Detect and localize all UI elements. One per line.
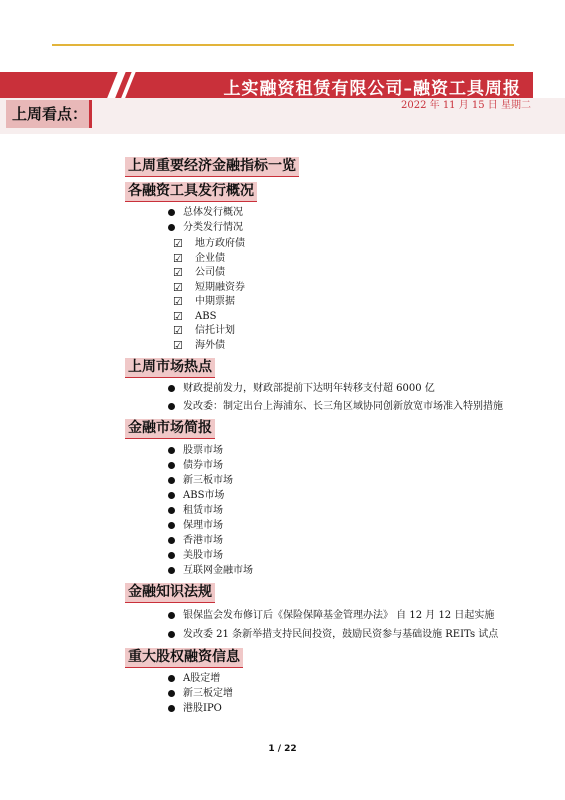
list-item: ☑ 地方政府债 <box>173 237 245 250</box>
section-hot-topics <box>125 356 525 414</box>
bullet-icon <box>168 567 175 574</box>
bullet-icon <box>168 552 175 559</box>
header-rule <box>52 44 514 46</box>
list-item: 银保监会发布修订后《保险保障基金管理办法》 自 12 月 12 日起实施 <box>125 608 525 623</box>
list-item: 发改委：制定出台上海浦东、长三角区域协同创新放宽市场准入特别措施 <box>125 399 525 414</box>
section-title: 金融知识法规 <box>125 583 215 603</box>
list-item: 分类发行情况 <box>125 220 525 235</box>
title-banner <box>0 72 533 98</box>
list-item: 财政提前发力，财政部提前下达明年转移支付超 6000 亿 <box>125 381 525 396</box>
report-date: 2022 年 11 月 15 日 星期二 <box>401 100 531 111</box>
bullet-icon <box>168 403 175 410</box>
section-title: 上周重要经济金融指标一览 <box>125 157 299 177</box>
list-item: ABS市场 <box>125 488 525 503</box>
checkbox-icon: ☑ <box>173 266 183 279</box>
checkbox-icon: ☑ <box>173 251 183 265</box>
bullet-icon <box>168 492 175 499</box>
list-item: ☑ 信托计划 <box>173 324 235 337</box>
list-item: 港股IPO <box>125 701 525 716</box>
list-item: ☑ 中期票据 <box>173 295 235 308</box>
list-item: 发改委 21 条新举措支持民间投资，鼓励民资参与基础设施 REITs 试点 <box>125 627 525 642</box>
section-title: 上周市场热点 <box>125 358 215 378</box>
section-market-brief <box>125 417 525 578</box>
list-item: 租赁市场 <box>125 503 525 518</box>
list-item: ☑ 企业债 <box>173 251 225 265</box>
bullet-icon <box>168 537 175 544</box>
report-title: 上实融资租赁有限公司–融资工具周报 <box>223 79 521 98</box>
table-of-contents <box>125 155 525 719</box>
bullet-icon <box>168 612 175 619</box>
list-item: 新三板市场 <box>125 473 525 488</box>
weekly-highlights-label: 上周看点： <box>6 100 92 128</box>
section-title: 各融资工具发行概况 <box>125 182 257 202</box>
list-item: A股定增 <box>125 671 525 686</box>
bullet-icon <box>168 477 175 484</box>
bullet-icon <box>168 631 175 638</box>
checkbox-icon: ☑ <box>173 295 183 308</box>
section-indicators <box>125 155 525 177</box>
bullet-icon <box>168 690 175 697</box>
section-issuance <box>125 180 525 353</box>
page-number: 1 / 22 <box>268 744 297 754</box>
bullet-icon <box>168 224 175 231</box>
checkbox-icon: ☑ <box>173 280 183 294</box>
list-item: ☑ ABS <box>173 309 217 323</box>
list-item: ☑ 短期融资券 <box>173 280 245 294</box>
bullet-icon <box>168 462 175 469</box>
bullet-icon <box>168 209 175 216</box>
bullet-icon <box>168 522 175 529</box>
checkbox-icon: ☑ <box>173 237 183 250</box>
list-item: 总体发行概况 <box>125 205 525 220</box>
list-item: 互联网金融市场 <box>125 563 525 578</box>
checkbox-icon: ☑ <box>173 324 183 337</box>
section-title: 重大股权融资信息 <box>125 648 243 668</box>
list-item: 保理市场 <box>125 518 525 533</box>
list-item: 债券市场 <box>125 458 525 473</box>
checkbox-icon: ☑ <box>173 309 183 323</box>
section-regulations <box>125 581 525 642</box>
section-title: 金融市场简报 <box>125 419 215 439</box>
list-item: ☑ 公司债 <box>173 266 225 279</box>
list-item: ☑ 海外债 <box>173 338 225 352</box>
list-item: 股票市场 <box>125 443 525 458</box>
checkbox-icon: ☑ <box>173 338 183 352</box>
list-item: 新三板定增 <box>125 686 525 701</box>
bullet-icon <box>168 385 175 392</box>
bullet-icon <box>168 507 175 514</box>
list-item: 美股市场 <box>125 548 525 563</box>
bullet-icon <box>168 675 175 682</box>
list-item: 香港市场 <box>125 533 525 548</box>
bullet-icon <box>168 705 175 712</box>
bullet-icon <box>168 447 175 454</box>
section-equity-financing <box>125 646 525 716</box>
